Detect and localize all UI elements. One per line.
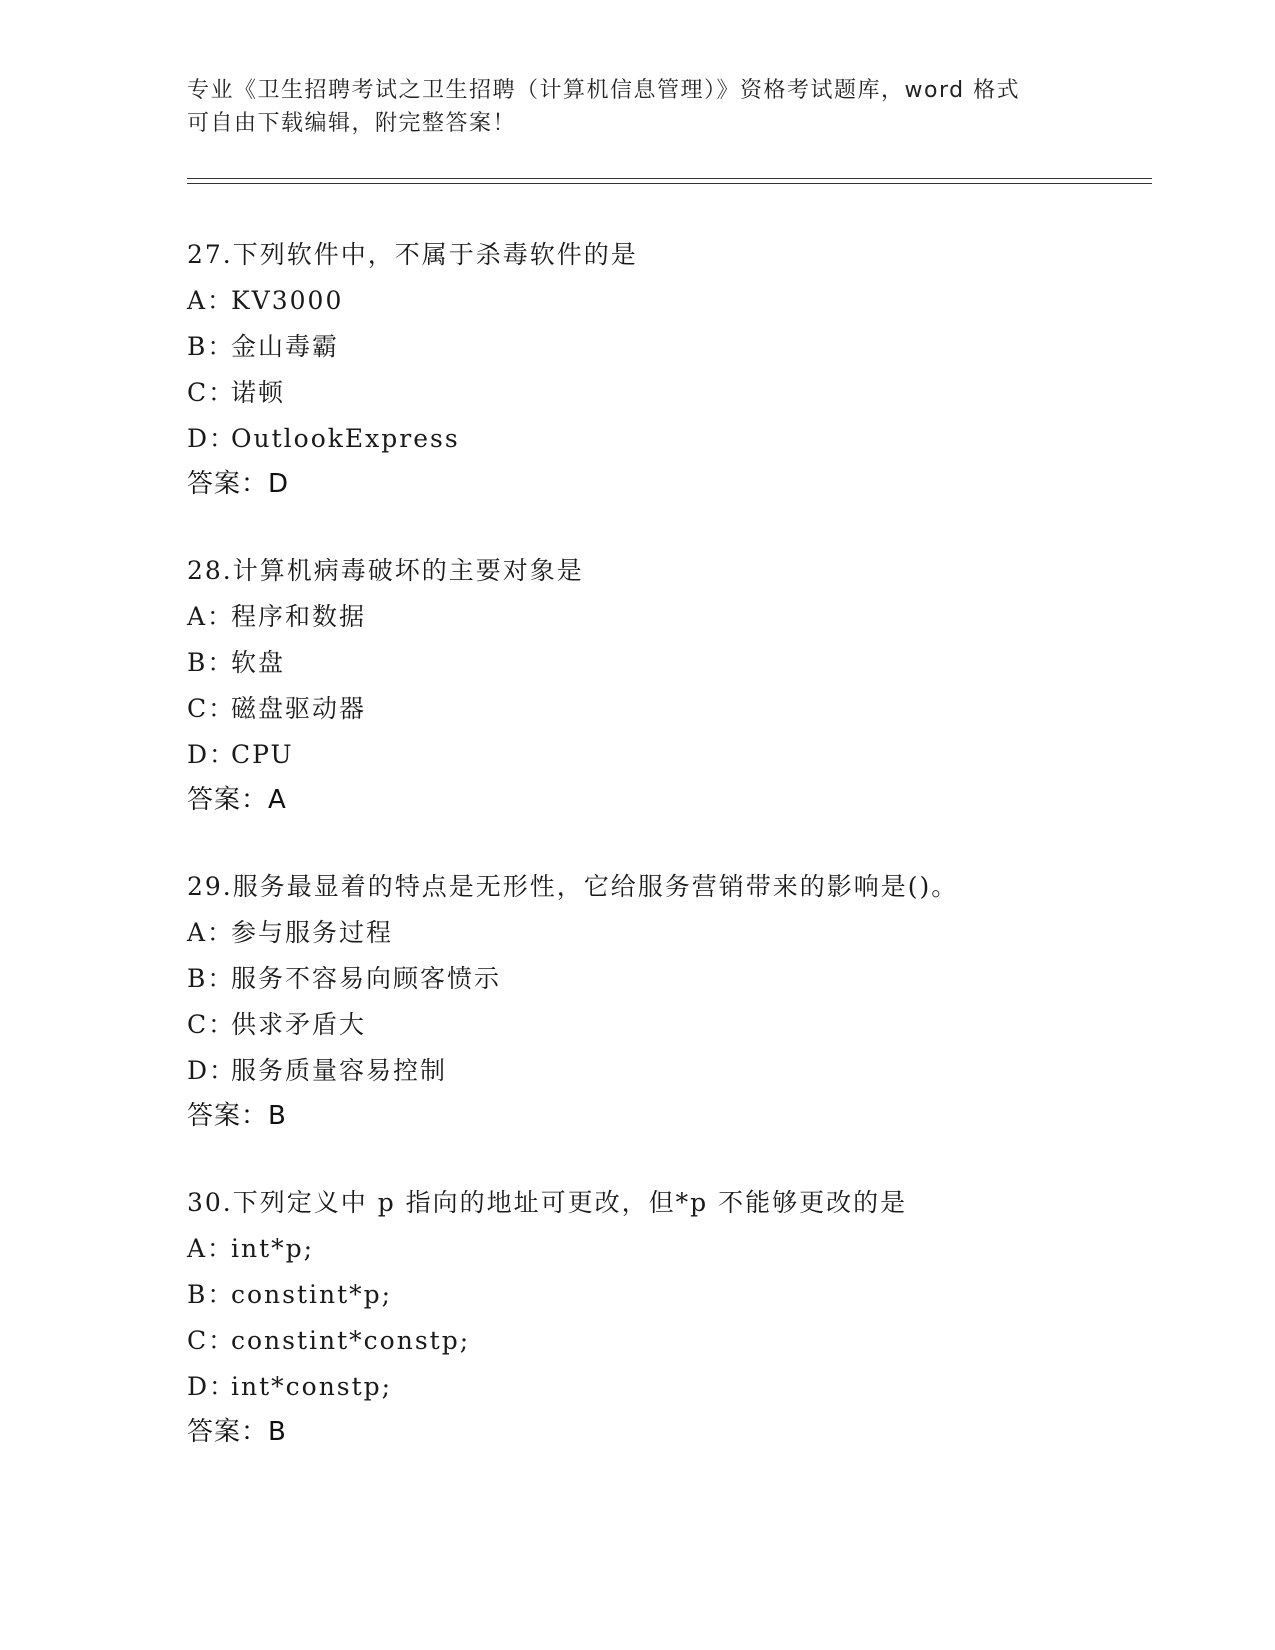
option-text: 服务不容易向顾客愤示 xyxy=(231,964,502,993)
option-text: int*p; xyxy=(231,1234,315,1263)
option-text: KV3000 xyxy=(231,286,344,315)
option-b xyxy=(187,956,1147,1002)
option-text: 金山毒霸 xyxy=(231,332,340,361)
option-letter: B： xyxy=(187,332,235,361)
question-title: 27.下列软件中，不属于杀毒软件的是 xyxy=(187,240,638,269)
question-title: 30.下列定义中 p 指向的地址可更改，但*p 不能够更改的是 xyxy=(187,1188,908,1217)
option-c xyxy=(187,1318,1147,1364)
option-d xyxy=(187,732,1147,778)
option-text: int*constp; xyxy=(231,1372,393,1401)
question-29 xyxy=(187,864,1147,1138)
option-letter: D： xyxy=(187,740,237,769)
option-letter: B： xyxy=(187,964,235,993)
option-text: constint*constp; xyxy=(231,1326,471,1355)
option-letter: C： xyxy=(187,1010,236,1039)
question-30 xyxy=(187,1180,1147,1454)
option-letter: C： xyxy=(187,1326,236,1355)
answer-line xyxy=(187,1094,1147,1138)
option-b xyxy=(187,1272,1147,1318)
option-text: 服务质量容易控制 xyxy=(231,1056,448,1085)
answer-value: A xyxy=(268,785,287,815)
document-header xyxy=(187,74,1087,140)
option-letter: D： xyxy=(187,1372,237,1401)
option-b xyxy=(187,324,1147,370)
option-b xyxy=(187,640,1147,686)
option-letter: A： xyxy=(187,286,235,315)
answer-value: D xyxy=(268,469,290,499)
option-a xyxy=(187,910,1147,956)
option-text: 软盘 xyxy=(231,648,286,677)
option-a xyxy=(187,278,1147,324)
answer-label: 答案： xyxy=(187,785,269,815)
option-text: 磁盘驱动器 xyxy=(231,694,367,723)
option-d xyxy=(187,416,1147,462)
header-divider-top xyxy=(187,178,1152,179)
option-letter: C： xyxy=(187,694,236,723)
option-d xyxy=(187,1364,1147,1410)
answer-line xyxy=(187,462,1147,506)
answer-line xyxy=(187,1410,1147,1454)
option-text: 程序和数据 xyxy=(231,602,367,631)
option-a xyxy=(187,594,1147,640)
option-letter: B： xyxy=(187,1280,235,1309)
answer-value: B xyxy=(268,1417,287,1447)
answer-label: 答案： xyxy=(187,1101,269,1131)
option-d xyxy=(187,1048,1147,1094)
option-text: 供求矛盾大 xyxy=(231,1010,367,1039)
answer-value: B xyxy=(268,1101,287,1131)
option-c xyxy=(187,1002,1147,1048)
option-text: constint*p; xyxy=(231,1280,393,1309)
answer-label: 答案： xyxy=(187,469,269,499)
answer-line xyxy=(187,778,1147,822)
question-28 xyxy=(187,548,1147,822)
option-letter: A： xyxy=(187,918,235,947)
option-letter: B： xyxy=(187,648,235,677)
question-27 xyxy=(187,232,1147,506)
option-letter: D： xyxy=(187,424,237,453)
header-line-2: 可自由下载编辑，附完整答案！ xyxy=(187,111,517,136)
option-letter: A： xyxy=(187,1234,235,1263)
option-text: 诺顿 xyxy=(231,378,286,407)
answer-label: 答案： xyxy=(187,1417,269,1447)
header-line-1: 专业《卫生招聘考试之卫生招聘（计算机信息管理）》资格考试题库，word 格式 xyxy=(187,78,1021,103)
header-divider-bottom xyxy=(187,183,1152,184)
option-a xyxy=(187,1226,1147,1272)
option-c xyxy=(187,370,1147,416)
option-letter: C： xyxy=(187,378,236,407)
option-text: 参与服务过程 xyxy=(231,918,394,947)
option-c xyxy=(187,686,1147,732)
question-title: 29.服务最显着的特点是无形性，它给服务营销带来的影响是()。 xyxy=(187,872,959,901)
option-text: CPU xyxy=(231,740,294,769)
option-letter: A： xyxy=(187,602,235,631)
option-text: OutlookExpress xyxy=(231,424,460,453)
option-letter: D： xyxy=(187,1056,237,1085)
question-title: 28.计算机病毒破坏的主要对象是 xyxy=(187,556,584,585)
